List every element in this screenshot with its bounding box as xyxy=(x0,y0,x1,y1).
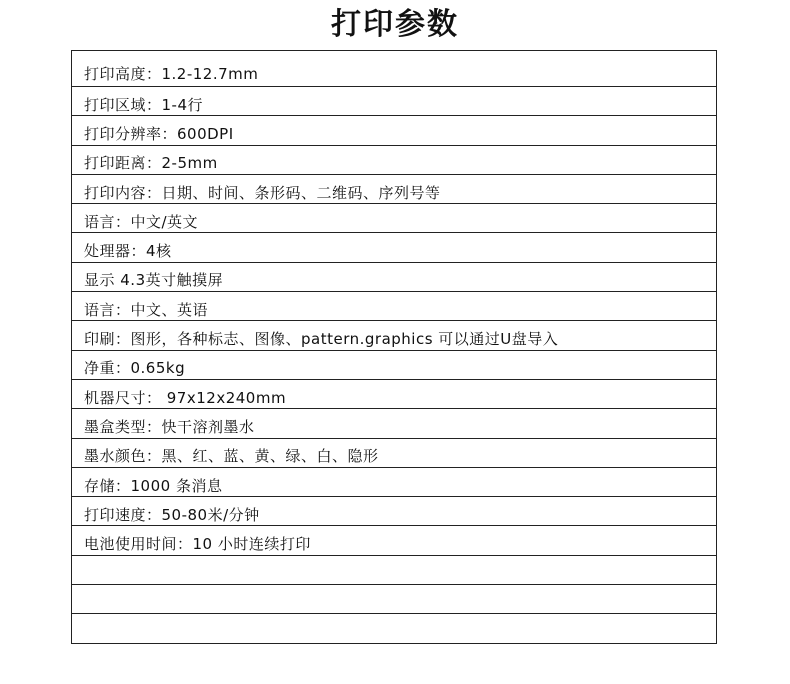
spec-row-ink-colors: 墨水颜色：黑、红、蓝、黄、绿、白、隐形 xyxy=(72,438,716,467)
spec-row-print-speed: 打印速度：50-80米/分钟 xyxy=(72,496,716,525)
spec-row-net-weight: 净重：0.65kg xyxy=(72,350,716,379)
spec-row-print-distance: 打印距离：2-5mm xyxy=(72,145,716,174)
spec-row-processor: 处理器：4核 xyxy=(72,232,716,261)
spec-row-language-2: 语言：中文、英语 xyxy=(72,291,716,320)
spec-table xyxy=(71,50,717,644)
spec-row-printing: 印刷：图形，各种标志、图像、pattern.graphics 可以通过U盘导入 xyxy=(72,320,716,349)
spec-row-display: 显示 4.3英寸触摸屏 xyxy=(72,262,716,291)
spec-row-language: 语言：中文/英文 xyxy=(72,203,716,232)
spec-row-empty xyxy=(72,555,716,584)
spec-row-print-height: 打印高度：1.2-12.7mm xyxy=(84,65,259,83)
spec-row-cartridge-type: 墨盒类型：快干溶剂墨水 xyxy=(72,408,716,437)
spec-row-resolution: 打印分辨率：600DPI xyxy=(72,115,716,144)
spec-row-print-area: 打印区域：1-4行 xyxy=(72,86,716,115)
spec-row-dimensions: 机器尺寸： 97x12x240mm xyxy=(72,379,716,408)
spec-row-empty xyxy=(72,584,716,613)
spec-row-battery-life: 电池使用时间：10 小时连续打印 xyxy=(72,525,716,554)
spec-row-empty xyxy=(72,613,716,642)
page-title: 打印参数 xyxy=(331,7,459,42)
spec-row-print-content: 打印内容：日期、时间、条形码、二维码、序列号等 xyxy=(72,174,716,203)
spec-row-storage: 存储：1000 条消息 xyxy=(72,467,716,496)
